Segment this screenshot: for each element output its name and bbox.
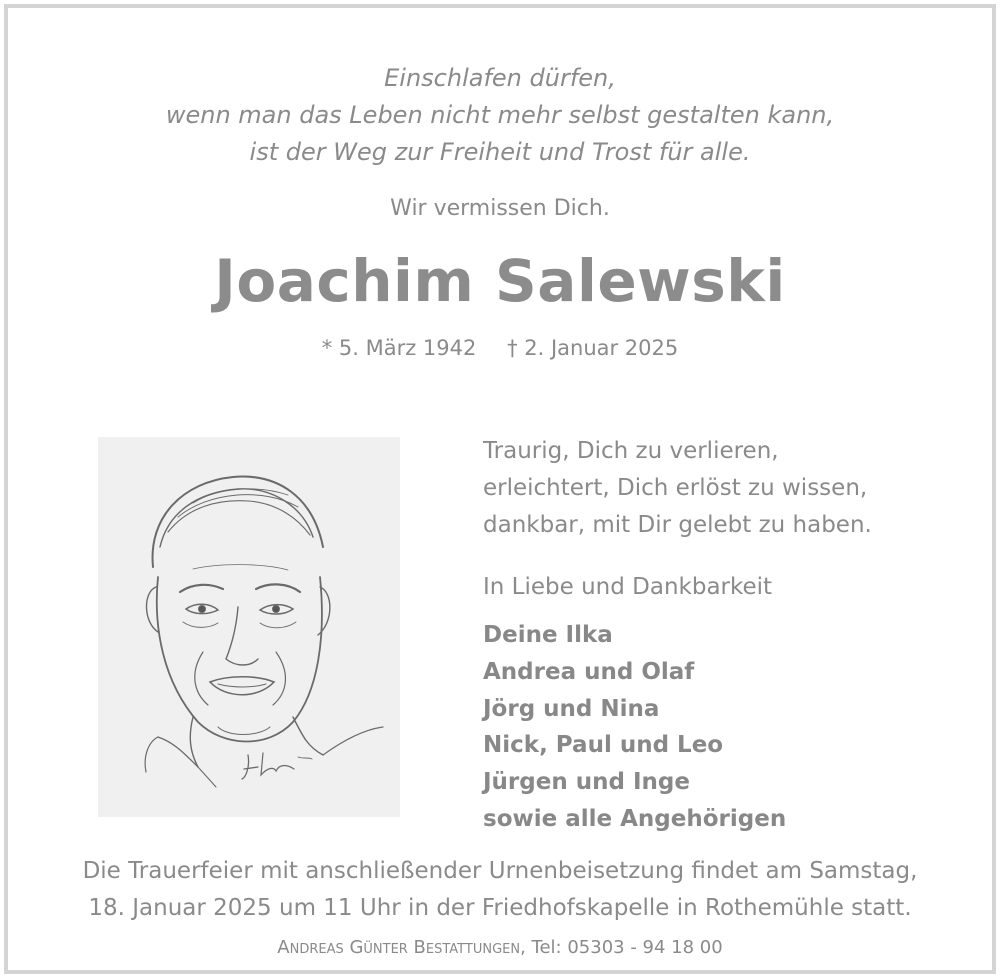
poem-line-3: ist der Weg zur Freiheit und Trost für alle. xyxy=(249,138,751,166)
family-list xyxy=(483,617,786,838)
undertaker-footer xyxy=(0,937,1000,958)
family-member: sowie alle Angehörigen xyxy=(483,805,787,832)
portrait-sketch xyxy=(98,437,400,817)
undertaker-phone: , Tel: 05303 - 94 18 00 xyxy=(520,937,723,958)
miss-text: Wir vermissen Dich. xyxy=(390,196,610,221)
poem xyxy=(0,60,1000,171)
verse xyxy=(483,433,872,544)
portrait-drawing xyxy=(98,437,400,817)
birth-date: * 5. März 1942 xyxy=(321,336,477,360)
poem-line-1: Einschlafen dürfen, xyxy=(384,64,616,92)
verse-line-2: erleichtert, Dich erlöst zu wissen, xyxy=(483,475,868,501)
funeral-line-1: Die Trauerfeier mit anschließender Urnenbeisetzung findet am Samstag, xyxy=(82,858,918,884)
funeral-notice xyxy=(0,853,1000,927)
funeral-line-2: 18. Januar 2025 um 11 Uhr in der Friedhofskapelle in Rothemühle statt. xyxy=(88,895,912,921)
family-member: Jürgen und Inge xyxy=(483,769,690,796)
family-member: Deine Ilka xyxy=(483,622,613,648)
family-member: Andrea und Olaf xyxy=(483,658,695,685)
undertaker-name: Andreas Günter Bestattungen xyxy=(277,937,521,958)
death-date: † 2. Januar 2025 xyxy=(507,336,679,360)
verse-line-1: Traurig, Dich zu verlieren, xyxy=(483,438,779,464)
love-text: In Liebe und Dankbarkeit xyxy=(483,574,773,600)
family-member: Nick, Paul und Leo xyxy=(483,732,724,759)
poem-line-2: wenn man das Leben nicht mehr selbst gestalten kann, xyxy=(165,101,835,129)
life-dates xyxy=(0,336,1000,360)
verse-line-3: dankbar, mit Dir gelebt zu haben. xyxy=(483,512,872,538)
family-member: Jörg und Nina xyxy=(483,695,660,722)
deceased-name: Joachim Salewski xyxy=(214,247,786,315)
